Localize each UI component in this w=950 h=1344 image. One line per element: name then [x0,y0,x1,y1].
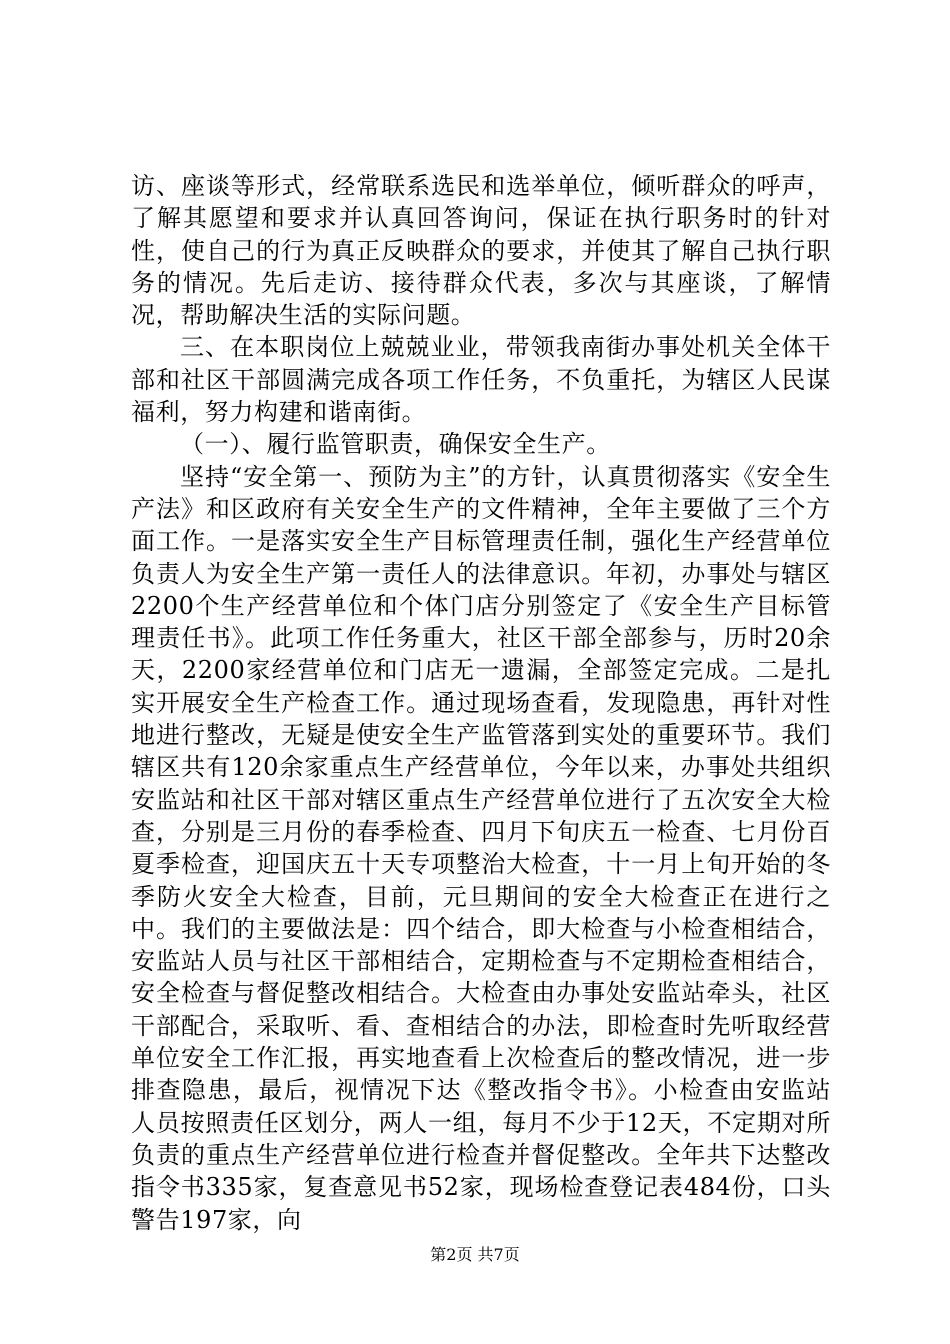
document-body [131,170,831,1236]
paragraph-1: 访、座谈等形式，经常联系选民和选举单位，倾听群众的呼声，了解其愿望和要求并认真回答询问，保证在执行职务时的针对性，使自己的行为真正反映群众的要求，并使其了解自己执行职务的情况。先后走访、接待群众代表，多次与其座谈，了解情况，帮助解决生活的实际问题。 [131,172,831,330]
page-number-footer: 第2页 共7页 [430,1245,520,1264]
paragraph-3-heading: （一）、履行监管职责，确保安全生产。 [180,430,611,459]
paragraph-4: 坚持“安全第一、预防为主”的方针，认真贯彻落实《安全生产法》和区政府有关安全生产的文件精神，全年主要做了三个方面工作。一是落实安全生产目标管理责任制，强化生产经营单位负责人为安全生产第一责任人的法律意识。年初，办事处与辖区2200个生产经营单位和个体门店分别签定了《安全生产目标管理责任书》。此项工作任务重大，社区干部全部参与，历时20余天，2200家经营单位和门店无一遗漏，全部签定完成。二是扎实开展安全生产检查工作。通过现场查看，发现隐患，再针对性地进行整改，无疑是使安全生产监管落到实处的重要环节。我们辖区共有120余家重点生产经营单位，今年以来，办事处共组织安监站和社区干部对辖区重点生产经营单位进行了五次安全大检查，分别是三月份的春季检查、四月下旬庆五一检查、七月份百夏季检查，迎国庆五十天专项整治大检查，十一月上旬开始的冬季防火安全大检查，目前，元旦期间的安全大检查正在进行之中。我们的主要做法是：四个结合，即大检查与小检查相结合，安监站人员与社区干部相结合，定期检查与不定期检查相结合，安全检查与督促整改相结合。大检查由办事处安监站牵头，社区干部配合，采取听、看、查相结合的办法，即检查时先听取经营单位安全工作汇报，再实地查看上次检查后的整改情况，进一步排查隐患，最后，视情况下达《整改指令书》。小检查由安监站人员按照责任区划分，两人一组，每月不少于12天，不定期对所负责的重点生产经营单位进行检查并督促整改。全年共下达整改指令书335家，复查意见书52家，现场检查登记表484份，口头警告197家，向 [131,462,831,1234]
paragraph-2: 三、在本职岗位上兢兢业业，带领我南街办事处机关全体干部和社区干部圆满完成各项工作任务，不负重托，为辖区人民谋福利，努力构建和谐南街。 [131,333,831,427]
